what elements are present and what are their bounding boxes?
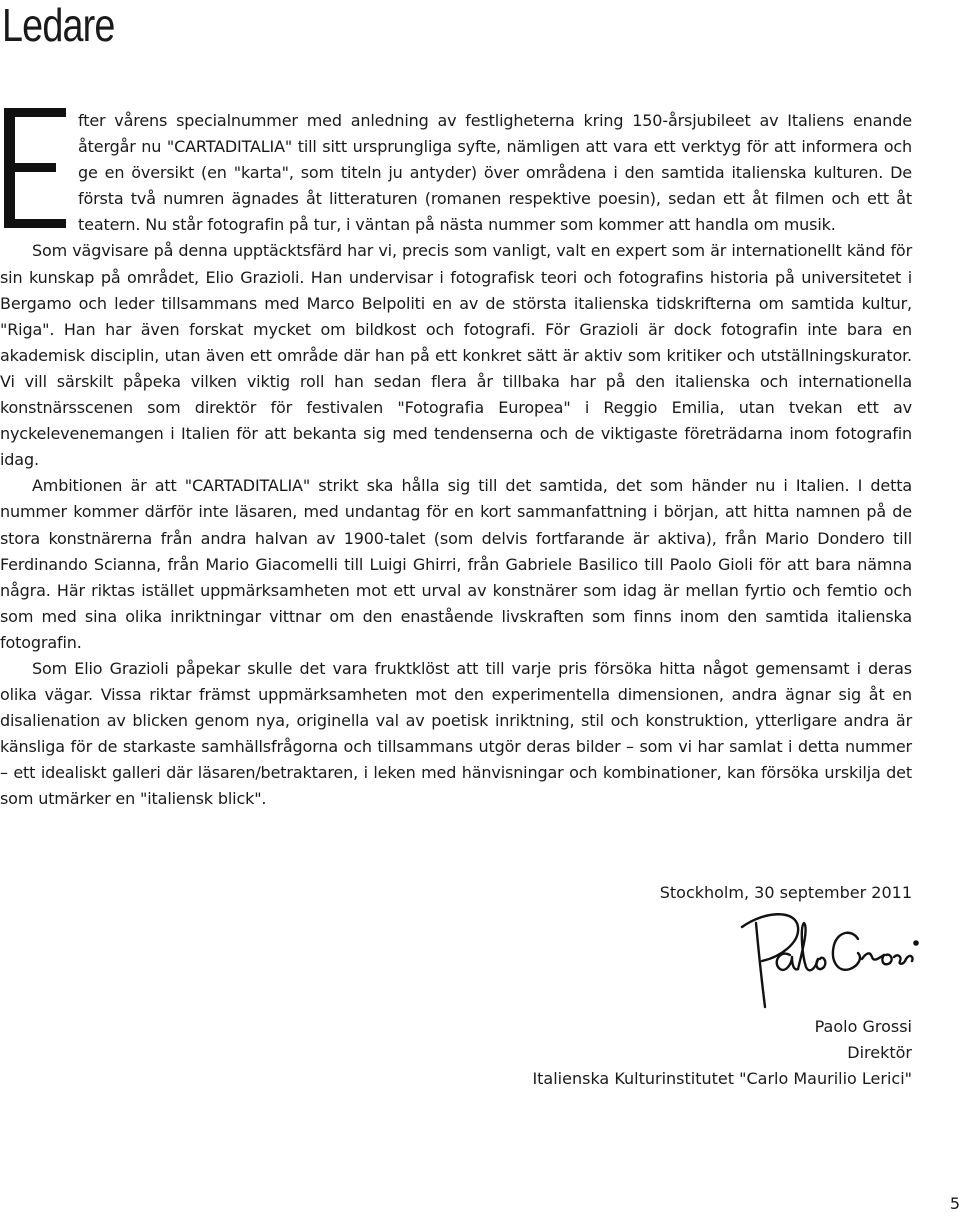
signatory-role: Direktör	[847, 1043, 912, 1062]
closing-signatory	[532, 1014, 912, 1092]
closing-place-date	[660, 880, 912, 906]
signatory-name: Paolo Grossi	[814, 1017, 912, 1036]
page-number: 5	[949, 1194, 960, 1213]
article-body	[0, 108, 912, 813]
body-paragraph-1: Som vägvisare på denna upptäcktsfärd har vi, precis som vanligt, valt en expert som är internationellt känd för sin kunskap på området, Elio Grazioli. Han undervisar i fotografisk teori och fotografins historia på universitetet i Bergamo och leder tillsammans med Marco Belpoliti en av de största italienska tidskrifterna om samtida kultur, "Riga". Han har även forskat mycket om bildkost och fotografi. För Grazioli är dock fotografin inte bara en akademisk disciplin, utan även ett område där han på ett konkret sätt är aktiv som kritiker och utställningskurator. Vi vill särskilt påpeka vilken viktig roll han sedan flera år tillbaka har på den italienska och internationella konstnärsscenen som direktör för festivalen "Fotografia Europea" i Reggio Emilia, utan tvekan ett av nyckelevenemangen i Italien för att bekanta sig med tendenserna och de viktigaste företrädarna inom fotografin idag.	[0, 241, 912, 470]
place-date: Stockholm, 30 september 2011	[659, 883, 912, 902]
signatory-institution: Italienska Kulturinstitutet "Carlo Maurilio Lerici"	[532, 1069, 912, 1088]
body-paragraph-3: Som Elio Grazioli påpekar skulle det vara fruktklöst att till varje pris försöka hitta något gemensamt i deras olika vägar. Vissa riktar främst uppmärksamheten mot den experimentella dimensionen, andra ägnar sig åt en disalienation av blicken genom nya, originella val av poetisk inriktning, stil och konstruktion, ytterligare andra är känsliga för de starkaste samhällsfrågorna och tillsammans utgör deras bilder – som vi har samlat i detta nummer – ett idealiskt galleri där läsaren/betraktaren, i leken med hänvisningar och kombinationer, kan försöka urskilja det som utmärker en "italiensk blick".	[0, 658, 912, 809]
intro-paragraph: fter vårens specialnummer med anledning av festligheterna kring 150-årsjubileet av Italiens enande återgår nu "CARTADITALIA" till sitt ursprungliga syfte, nämligen att vara ett verktyg för att informera och ge en översikt (en "karta", som titeln ju antyder) över områdena i den samtida italienska kulturen. De första två numren ägnades åt litteraturen (romanen respektive poesin), sedan ett åt filmen och ett åt teatern. Nu står fotografin på tur, i väntan på nästa nummer som kommer att handla om musik.	[78, 111, 912, 235]
handwritten-signature	[734, 905, 920, 1011]
page-title: Ledare	[2, 0, 115, 51]
body-paragraph-2: Ambitionen är att "CARTADITALIA" strikt ska hålla sig till det samtida, det som händer nu i Italien. I detta nummer kommer därför inte läsaren, med undantag för en kort sammanfattning i början, att hitta namnen på de stora konstnärerna från andra halvan av 1900-talet (som delvis fortfarande är aktiva), från Mario Dondero till Ferdinando Scianna, från Mario Giacomelli till Luigi Ghirri, från Gabriele Basilico till Paolo Gioli för att bara nämna några. Här riktas istället uppmärksamheten mot ett urval av konstnärer som idag är mellan fyrtio och femtio och som med sina olika inriktningar vittnar om den enastående livskraften som finns inom den samtida italienska fotografin.	[0, 476, 912, 652]
